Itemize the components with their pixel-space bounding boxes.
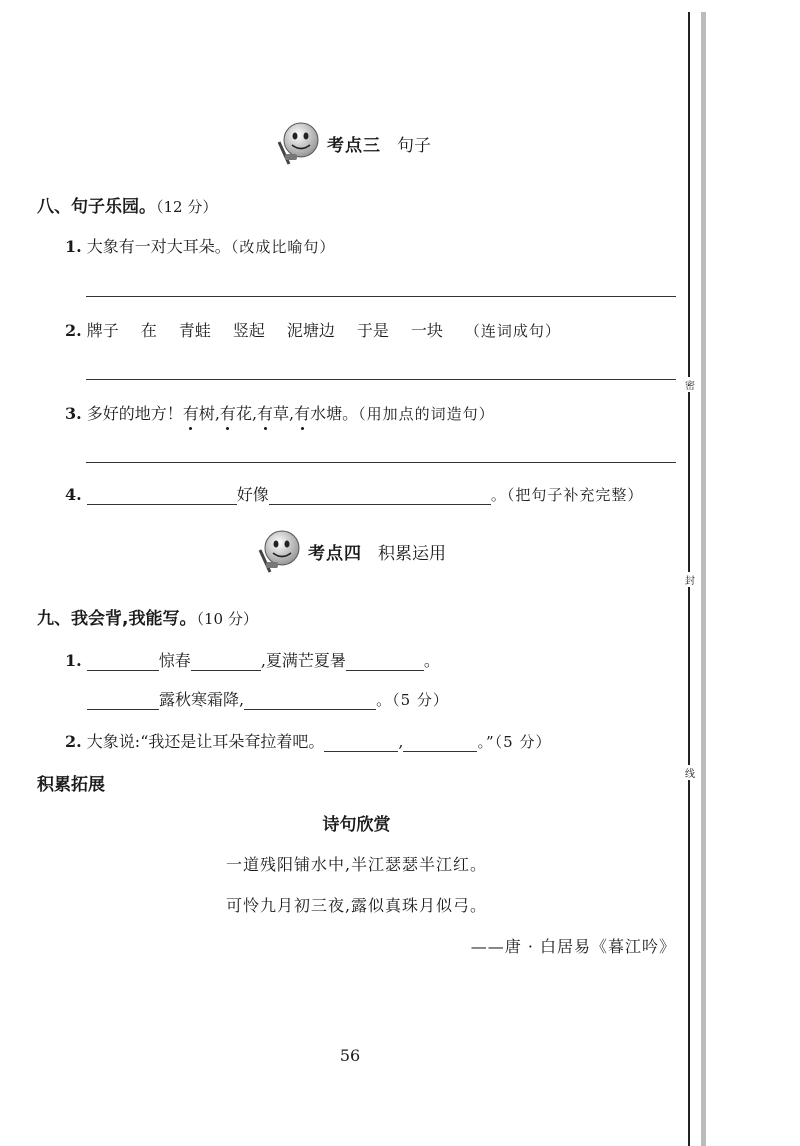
- section-heading-4: [256, 528, 446, 574]
- answer-line-8-3[interactable]: [86, 462, 676, 463]
- question-9-title: [37, 604, 258, 629]
- question-9-2: [65, 729, 551, 752]
- item-text: 好像: [236, 485, 269, 504]
- smiley-pencil-icon: [275, 120, 321, 166]
- fill-blank[interactable]: [87, 654, 159, 671]
- question-8-3: [65, 401, 495, 424]
- fill-blank[interactable]: [87, 693, 159, 710]
- question-title-text: 八、句子乐园。: [37, 197, 156, 217]
- item-text: ,夏满芒夏暑: [260, 651, 346, 670]
- item-text: 多好的地方！: [86, 404, 183, 423]
- word-card: 泥塘边: [286, 321, 335, 340]
- item-text: 大象说:“我还是让耳朵耷拉着吧。: [86, 732, 325, 751]
- item-number: 2.: [65, 732, 82, 751]
- item-hint: 。（5 分）: [376, 691, 449, 709]
- poem-line-1: 一道残阳铺水中,半江瑟瑟半江红。: [225, 855, 488, 874]
- word-card: 竖起: [232, 321, 265, 340]
- fill-blank[interactable]: [403, 735, 477, 752]
- question-8-2: [65, 318, 561, 341]
- item-text: 草,: [273, 404, 295, 423]
- question-score: （10 分）: [196, 610, 258, 628]
- dotted-word: 有: [183, 401, 199, 424]
- item-number: 1.: [65, 237, 82, 256]
- dotted-word: 有: [294, 401, 310, 424]
- word-card: 于是: [356, 321, 389, 340]
- fill-blank[interactable]: [324, 735, 398, 752]
- item-hint: （连词成句）: [464, 322, 561, 340]
- binding-shadow: [701, 12, 706, 1146]
- word-card: 青蛙: [178, 321, 211, 340]
- fill-blank[interactable]: [244, 693, 376, 710]
- item-text: 树,: [198, 404, 220, 423]
- question-8-title: [37, 192, 217, 217]
- seal-char-xian: 线: [684, 765, 696, 780]
- item-text: 惊春: [158, 651, 191, 670]
- answer-line-8-1[interactable]: [86, 296, 676, 297]
- fill-blank[interactable]: [87, 488, 237, 505]
- seal-char-feng: 封: [684, 572, 696, 587]
- item-text: ,: [398, 732, 404, 751]
- question-8-1: [65, 234, 335, 257]
- smiley-pencil-icon: [256, 528, 302, 574]
- fill-blank[interactable]: [346, 654, 424, 671]
- item-hint: （改成比喻句）: [230, 238, 336, 256]
- question-score: （12 分）: [156, 198, 218, 216]
- word-card: 在: [140, 321, 157, 340]
- extension-title: 积累拓展: [37, 775, 105, 795]
- item-hint: 。”（5 分）: [477, 733, 552, 751]
- question-9-1-line1: [65, 648, 440, 671]
- word-card: 牌子: [86, 321, 119, 340]
- item-hint: （用加点的词造句）: [358, 405, 495, 423]
- poem-title: 诗句欣赏: [322, 815, 391, 835]
- dotted-word: 有: [257, 401, 273, 424]
- section-badge: 考点四: [308, 543, 362, 564]
- item-hint: 。（把句子补充完整）: [490, 486, 644, 504]
- answer-line-8-2[interactable]: [86, 379, 676, 380]
- question-8-4: [65, 482, 643, 505]
- item-number: 1.: [65, 651, 82, 670]
- section-topic: 句子: [397, 135, 431, 156]
- item-number: 3.: [65, 404, 82, 423]
- item-text: 水塘。: [310, 404, 359, 423]
- item-text: 露秋寒霜降,: [159, 690, 245, 709]
- section-badge: 考点三: [327, 135, 381, 156]
- page-number: 56: [339, 1046, 361, 1065]
- item-number: 2.: [65, 321, 82, 340]
- item-text: 大象有一对大耳朵。: [86, 237, 231, 256]
- item-number: 4.: [65, 485, 82, 504]
- section-topic: 积累运用: [378, 543, 446, 564]
- dotted-word: 有: [220, 401, 236, 424]
- word-card: 一块: [410, 321, 443, 340]
- poem-attribution: ——唐 · 白居易《暮江吟》: [470, 937, 676, 956]
- question-title-text: 九、我会背,我能写。: [37, 609, 197, 629]
- seal-char-mi: 密: [684, 377, 696, 392]
- section-heading-3: [275, 120, 431, 166]
- poem-line-2: 可怜九月初三夜,露似真珠月似弓。: [225, 896, 488, 915]
- question-9-1-line2: [87, 687, 449, 710]
- fill-blank[interactable]: [191, 654, 261, 671]
- item-text: 。: [423, 651, 440, 670]
- item-text: 花,: [235, 404, 258, 423]
- fill-blank[interactable]: [269, 488, 491, 505]
